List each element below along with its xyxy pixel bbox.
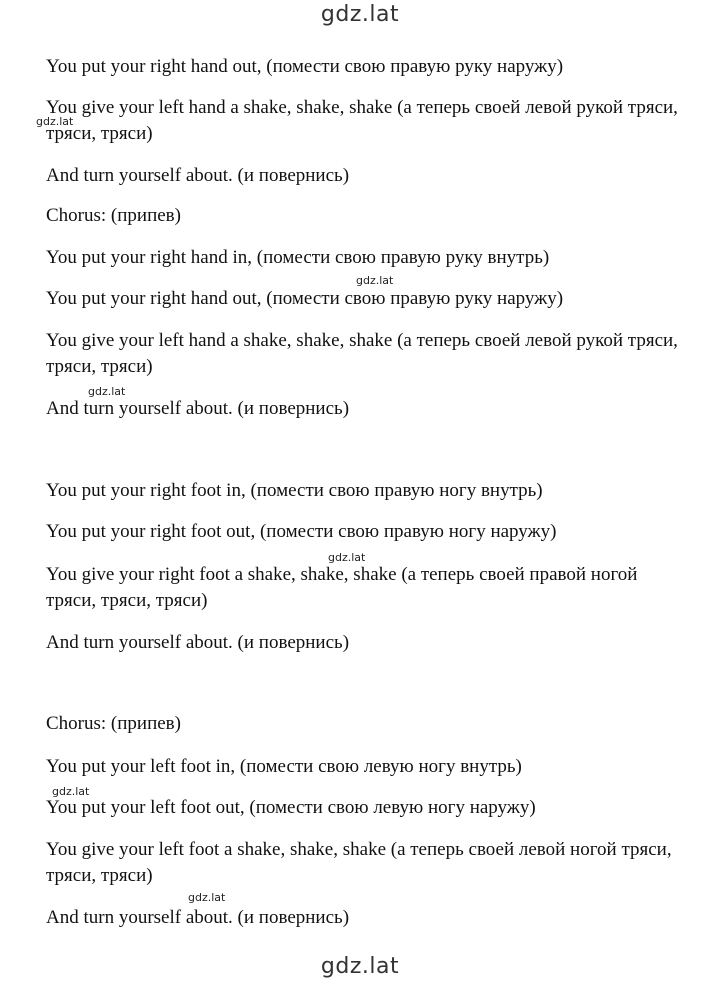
lyric-line: And turn yourself about. (и повернись) <box>46 165 350 186</box>
watermark-small: gdz.lat <box>328 551 366 564</box>
lyric-line: You put your right hand out, (помести свою правую руку наружу) <box>46 288 564 309</box>
header-watermark: gdz.lat <box>320 2 400 27</box>
lyric-line: And turn yourself about. (и повернись) <box>46 398 350 419</box>
chorus-label: Chorus: (припев) <box>46 205 181 226</box>
watermark-small: gdz.lat <box>36 115 74 128</box>
lyric-line: You put your right hand in, (помести свою правую руку внутрь) <box>46 247 550 268</box>
lyric-line: And turn yourself about. (и повернись) <box>46 907 350 928</box>
lyric-line: You put your left foot out, (помести свою левую ногу наружу) <box>46 797 536 818</box>
lyric-line: You give your left hand a shake, shake, shake (а теперь своей левой рукой тряси, тряси, тряси) <box>46 97 678 144</box>
lyric-line: And turn yourself about. (и повернись) <box>46 632 350 653</box>
watermark-small: gdz.lat <box>88 385 126 398</box>
lyric-line: You put your right foot out, (помести свою правую ногу наружу) <box>46 521 557 542</box>
chorus-label: Chorus: (припев) <box>46 713 181 734</box>
watermark-small: gdz.lat <box>52 785 90 798</box>
lyric-line: You give your left hand a shake, shake, shake (а теперь своей левой рукой тряси, тряси, тряси) <box>46 330 678 377</box>
footer-watermark: gdz.lat <box>320 954 400 979</box>
lyric-line: You put your left foot in, (помести свою левую ногу внутрь) <box>46 756 522 777</box>
lyric-line: You give your right foot a shake, shake, shake (а теперь своей правой ногой тряси, тряси, тряси) <box>46 564 638 611</box>
lyric-line: You put your right hand out, (помести свою правую руку наружу) <box>46 56 564 77</box>
watermark-small: gdz.lat <box>188 891 226 904</box>
watermark-small: gdz.lat <box>356 274 394 287</box>
lyric-line: You give your left foot a shake, shake, shake (а теперь своей левой ногой тряси, тряси, тряси) <box>46 839 672 886</box>
lyric-line: You put your right foot in, (помести свою правую ногу внутрь) <box>46 480 543 501</box>
